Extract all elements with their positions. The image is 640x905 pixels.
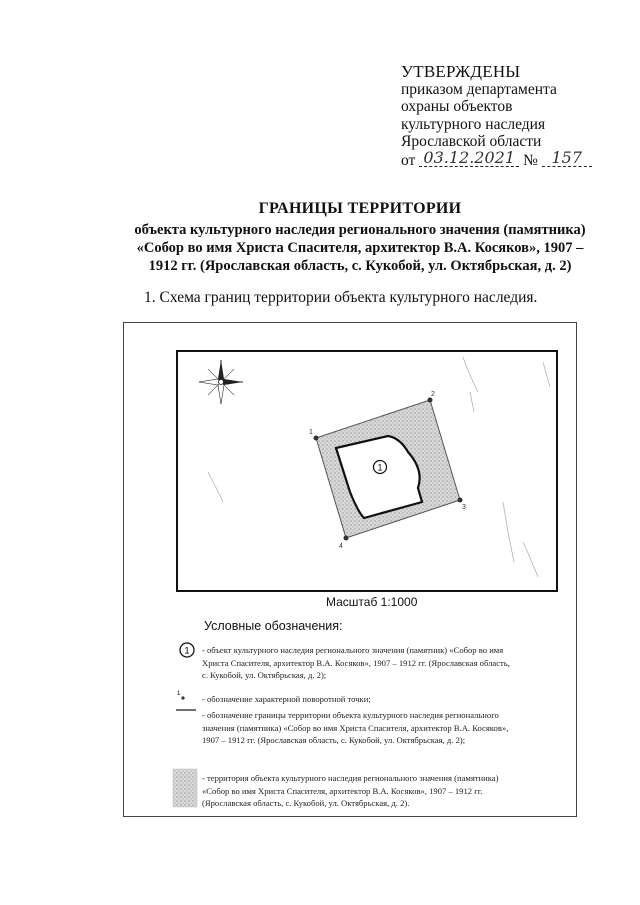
legend-text-line: 1907 – 1912 гг. (Ярославская область, с. Кукобой, ул. Октябрьская, д. 2);	[202, 735, 466, 745]
document-title	[100, 200, 620, 275]
approval-line: культурного наследия	[401, 115, 546, 133]
legend-point-label: 1	[177, 691, 181, 697]
legend-text-line: значения (памятника) «Собор во имя Христа Спасителя, архитектор В.А. Косяков»,	[202, 722, 509, 733]
from-label: от	[401, 151, 416, 169]
compass-rose-icon	[199, 360, 243, 404]
legend-text-line: - территория объекта культурного наследия регионального значения (памятника)	[202, 773, 499, 783]
object-marker	[374, 461, 387, 474]
approval-sign-line	[401, 147, 592, 170]
legend-text-line: - обозначение характерной поворотной точки;	[202, 694, 371, 704]
point-label: 3	[462, 504, 466, 511]
handwritten-number: 157	[542, 149, 592, 168]
approval-line: Ярославской области	[401, 133, 542, 150]
legend-text-line: с. Кукобой, ул. Октябрьская, д. 2);	[202, 670, 327, 680]
legend-text-line: - объект культурного наследия регионального значения (памятник) «Собор во имя	[202, 645, 504, 655]
approval-line: охраны объектов	[401, 98, 513, 115]
legend-point-icon	[176, 689, 192, 703]
legend-territory-icon	[172, 768, 198, 808]
map-area	[176, 350, 558, 592]
legend-item-point	[202, 693, 371, 706]
approval-line: приказом департамента	[401, 80, 557, 98]
legend-object-number: 1	[184, 645, 190, 656]
legend-text-line: - обозначение границы территории объекта культурного наследия регионального	[202, 710, 499, 720]
handwritten-date: 03.12.2021	[419, 149, 519, 168]
number-label: №	[523, 151, 538, 169]
map-drawing	[178, 352, 556, 590]
legend-text-line: (Ярославская область, с. Кукобой, ул. Октябрьская, д. 2).	[202, 798, 410, 808]
point-label: 4	[339, 543, 343, 550]
legend-boundary-icon	[175, 706, 197, 714]
legend-object-icon	[178, 641, 196, 659]
approval-block	[401, 63, 592, 169]
object-marker-label: 1	[377, 462, 383, 473]
point-label: 1	[309, 429, 313, 436]
point-label: 2	[431, 391, 435, 398]
legend-text-line: Христа Спасителя, архитектор В.А. Косяков», 1907 – 1912 гг. (Ярославская область,	[202, 657, 510, 668]
approval-heading: УТВЕРЖДЕНЫ	[401, 62, 521, 81]
map-scale: Масштаб 1:1000	[326, 595, 418, 609]
legend-item-object	[202, 644, 510, 682]
legend-item-territory	[202, 772, 498, 810]
title-line: 1912 гг. (Ярославская область, с. Кукобой, ул. Октябрьская, д. 2)	[148, 258, 572, 274]
title-line: «Собор во имя Христа Спасителя, архитектор В.А. Косяков», 1907 –	[136, 240, 584, 256]
title-main: ГРАНИЦЫ ТЕРРИТОРИИ	[258, 200, 462, 217]
legend-item-boundary	[202, 709, 508, 747]
schema-caption: 1. Схема границ территории объекта культурного наследия.	[144, 289, 538, 306]
title-line: объекта культурного наследия регионального значения (памятника)	[134, 222, 586, 238]
legend-title: Условные обозначения:	[204, 619, 343, 633]
legend-text-line: «Собор во имя Христа Спасителя, архитектор В.А. Косяков», 1907 – 1912 гг.	[202, 785, 483, 796]
